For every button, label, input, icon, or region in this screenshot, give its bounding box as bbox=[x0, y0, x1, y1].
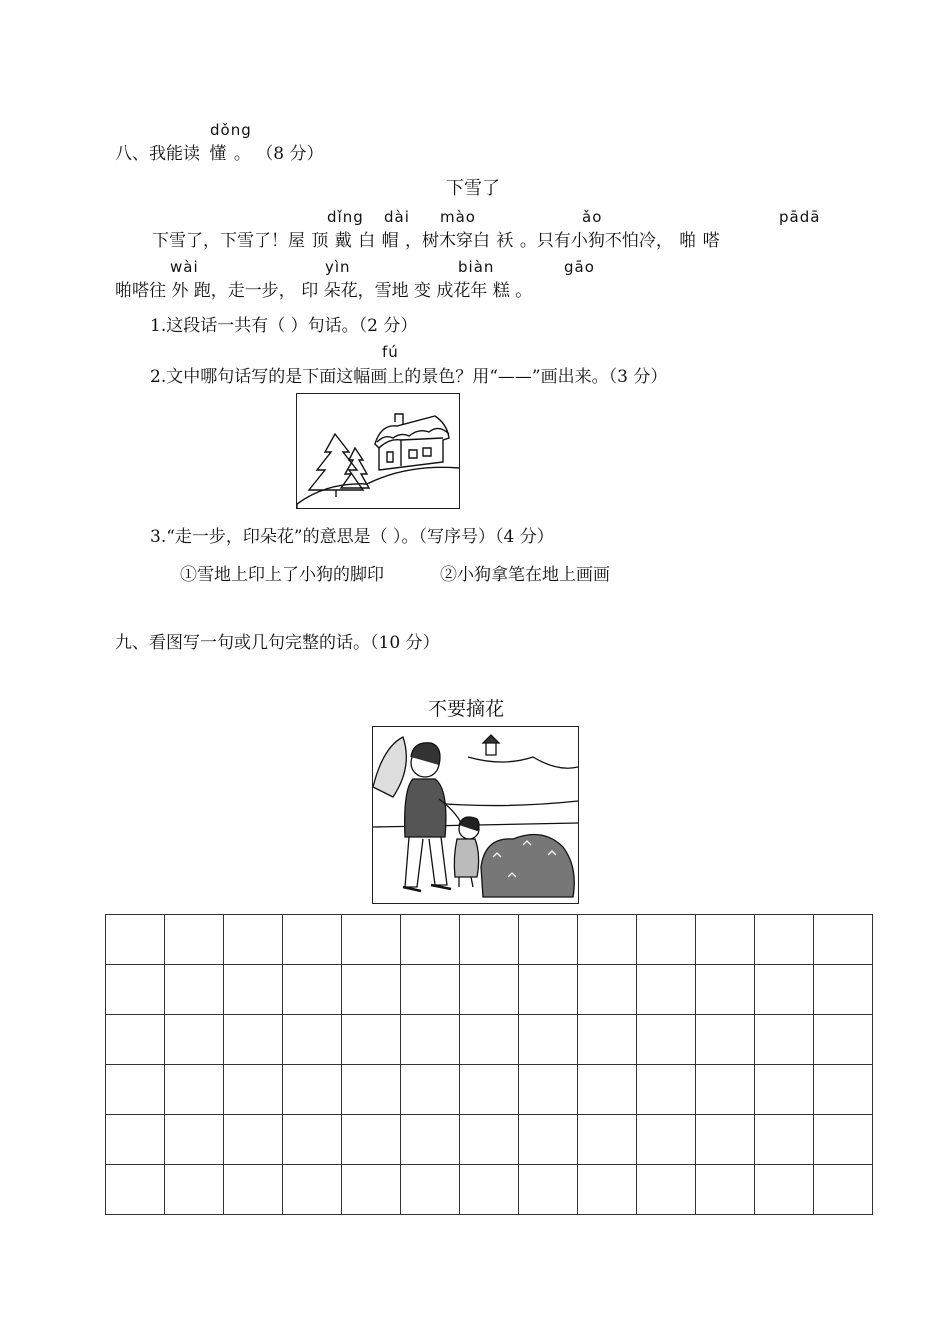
heading-char-pinyin: dǒng bbox=[210, 121, 252, 139]
grid-cell[interactable] bbox=[224, 915, 283, 965]
grid-cell[interactable] bbox=[224, 1065, 283, 1115]
question-1: 1.这段话一共有（ ）句话。（2 分） bbox=[150, 316, 418, 336]
grid-cell[interactable] bbox=[814, 915, 873, 965]
grid-cell[interactable] bbox=[637, 965, 696, 1015]
grid-cell[interactable] bbox=[637, 1065, 696, 1115]
grid-cell[interactable] bbox=[519, 1015, 578, 1065]
grid-cell[interactable] bbox=[637, 1165, 696, 1215]
question-3-option-2: ②小狗拿笔在地上画画 bbox=[440, 565, 610, 585]
grid-cell[interactable] bbox=[165, 1115, 224, 1165]
grid-cell[interactable] bbox=[165, 915, 224, 965]
grid-cell[interactable] bbox=[283, 1115, 342, 1165]
section8-score: （8 分） bbox=[256, 144, 324, 164]
pinyin-bian: biàn bbox=[458, 258, 495, 276]
pinyin-dai: dài bbox=[384, 208, 410, 226]
grid-row bbox=[106, 965, 873, 1015]
grid-cell[interactable] bbox=[106, 1065, 165, 1115]
grid-cell[interactable] bbox=[578, 1165, 637, 1215]
grid-cell[interactable] bbox=[165, 1165, 224, 1215]
grid-cell[interactable] bbox=[460, 915, 519, 965]
pinyin-wai: wài bbox=[170, 258, 199, 276]
grid-cell[interactable] bbox=[519, 1115, 578, 1165]
grid-cell[interactable] bbox=[696, 1015, 755, 1065]
grid-cell[interactable] bbox=[755, 1065, 814, 1115]
question-2: 2.文中哪句话写的是下面这幅画上的景色？用“——”画出来。（3 分） bbox=[150, 367, 668, 387]
grid-cell[interactable] bbox=[460, 1015, 519, 1065]
question-3: 3.“走一步，印朵花”的意思是（ ）。（写序号）（4 分） bbox=[150, 527, 554, 547]
grid-cell[interactable] bbox=[106, 965, 165, 1015]
question-3-option-1: ①雪地上印上了小狗的脚印 bbox=[180, 565, 384, 585]
grid-cell[interactable] bbox=[578, 965, 637, 1015]
grid-cell[interactable] bbox=[342, 1065, 401, 1115]
snow-scene-drawing bbox=[297, 394, 459, 508]
section9-heading: 九、看图写一句或几句完整的话。（10 分） bbox=[115, 633, 440, 653]
grid-cell[interactable] bbox=[342, 1165, 401, 1215]
poem-line-2: 啪嗒往 外 跑，走一步， 印 朵花，雪地 变 成花年 糕 。 bbox=[115, 281, 533, 301]
grid-cell[interactable] bbox=[106, 1015, 165, 1065]
poem-line-1: 下雪了，下雪了！屋 顶 戴 白 帽 ，树木穿白 袄 。只有小狗不怕冷， 啪 嗒 bbox=[152, 231, 720, 251]
mother-child-drawing bbox=[373, 727, 578, 903]
pinyin-ao: ǎo bbox=[582, 208, 603, 226]
grid-cell[interactable] bbox=[401, 1015, 460, 1065]
writing-grid[interactable] bbox=[105, 914, 873, 1215]
mother-child-flowers-picture bbox=[372, 726, 579, 904]
grid-cell[interactable] bbox=[165, 1065, 224, 1115]
grid-cell[interactable] bbox=[814, 1165, 873, 1215]
grid-cell[interactable] bbox=[578, 1015, 637, 1065]
grid-cell[interactable] bbox=[755, 1115, 814, 1165]
grid-row bbox=[106, 1015, 873, 1065]
grid-row bbox=[106, 915, 873, 965]
pinyin-gao: gāo bbox=[564, 258, 595, 276]
grid-cell[interactable] bbox=[283, 1065, 342, 1115]
grid-cell[interactable] bbox=[106, 915, 165, 965]
grid-cell[interactable] bbox=[637, 915, 696, 965]
grid-cell[interactable] bbox=[696, 1165, 755, 1215]
grid-cell[interactable] bbox=[578, 915, 637, 965]
grid-cell[interactable] bbox=[283, 1015, 342, 1065]
grid-cell[interactable] bbox=[519, 915, 578, 965]
grid-cell[interactable] bbox=[283, 1165, 342, 1215]
grid-cell[interactable] bbox=[401, 1115, 460, 1165]
grid-cell[interactable] bbox=[224, 1165, 283, 1215]
grid-cell[interactable] bbox=[460, 1115, 519, 1165]
grid-row bbox=[106, 1065, 873, 1115]
pinyin-mao: mào bbox=[440, 208, 476, 226]
grid-cell[interactable] bbox=[755, 965, 814, 1015]
grid-row bbox=[106, 1165, 873, 1215]
grid-cell[interactable] bbox=[342, 1015, 401, 1065]
grid-row bbox=[106, 1115, 873, 1165]
grid-cell[interactable] bbox=[224, 965, 283, 1015]
pinyin-yin: yìn bbox=[325, 258, 351, 276]
grid-cell[interactable] bbox=[519, 1065, 578, 1115]
grid-cell[interactable] bbox=[696, 1115, 755, 1165]
grid-cell[interactable] bbox=[401, 1065, 460, 1115]
grid-cell[interactable] bbox=[401, 1165, 460, 1215]
grid-cell[interactable] bbox=[519, 965, 578, 1015]
grid-cell[interactable] bbox=[637, 1015, 696, 1065]
section8-heading bbox=[115, 139, 323, 164]
grid-cell[interactable] bbox=[460, 1165, 519, 1215]
pinyin-ding: dǐng bbox=[327, 208, 364, 226]
pinyin-fu: fú bbox=[382, 343, 399, 361]
grid-cell[interactable] bbox=[106, 1165, 165, 1215]
pinyin-pada: pādā bbox=[779, 208, 821, 226]
grid-cell[interactable] bbox=[696, 965, 755, 1015]
grid-cell[interactable] bbox=[755, 1015, 814, 1065]
grid-cell[interactable] bbox=[342, 1115, 401, 1165]
grid-cell[interactable] bbox=[696, 1065, 755, 1115]
grid-cell[interactable] bbox=[460, 1065, 519, 1115]
grid-cell[interactable] bbox=[814, 965, 873, 1015]
grid-cell[interactable] bbox=[755, 915, 814, 965]
grid-cell[interactable] bbox=[401, 915, 460, 965]
grid-cell[interactable] bbox=[224, 1015, 283, 1065]
grid-cell[interactable] bbox=[165, 1015, 224, 1065]
grid-cell[interactable] bbox=[283, 965, 342, 1015]
grid-cell[interactable] bbox=[342, 965, 401, 1015]
grid-cell[interactable] bbox=[578, 1115, 637, 1165]
grid-cell[interactable] bbox=[637, 1115, 696, 1165]
grid-cell[interactable] bbox=[755, 1165, 814, 1215]
grid-cell[interactable] bbox=[460, 965, 519, 1015]
grid-cell[interactable] bbox=[165, 965, 224, 1015]
section8-heading-char: 懂 bbox=[209, 144, 227, 164]
grid-cell[interactable] bbox=[283, 915, 342, 965]
grid-cell[interactable] bbox=[342, 915, 401, 965]
section8-heading-end: 。 bbox=[233, 144, 251, 164]
snow-scene-picture bbox=[296, 393, 460, 509]
grid-cell[interactable] bbox=[814, 1065, 873, 1115]
grid-cell[interactable] bbox=[106, 1115, 165, 1165]
poem-title: 下雪了 bbox=[446, 178, 500, 199]
grid-cell[interactable] bbox=[578, 1065, 637, 1115]
grid-cell[interactable] bbox=[519, 1165, 578, 1215]
section8-heading-text: 八、我能读 bbox=[115, 144, 200, 164]
grid-cell[interactable] bbox=[224, 1115, 283, 1165]
grid-cell[interactable] bbox=[401, 965, 460, 1015]
grid-cell[interactable] bbox=[814, 1015, 873, 1065]
grid-cell[interactable] bbox=[814, 1115, 873, 1165]
grid-cell[interactable] bbox=[696, 915, 755, 965]
section9-title: 不要摘花 bbox=[428, 698, 505, 720]
